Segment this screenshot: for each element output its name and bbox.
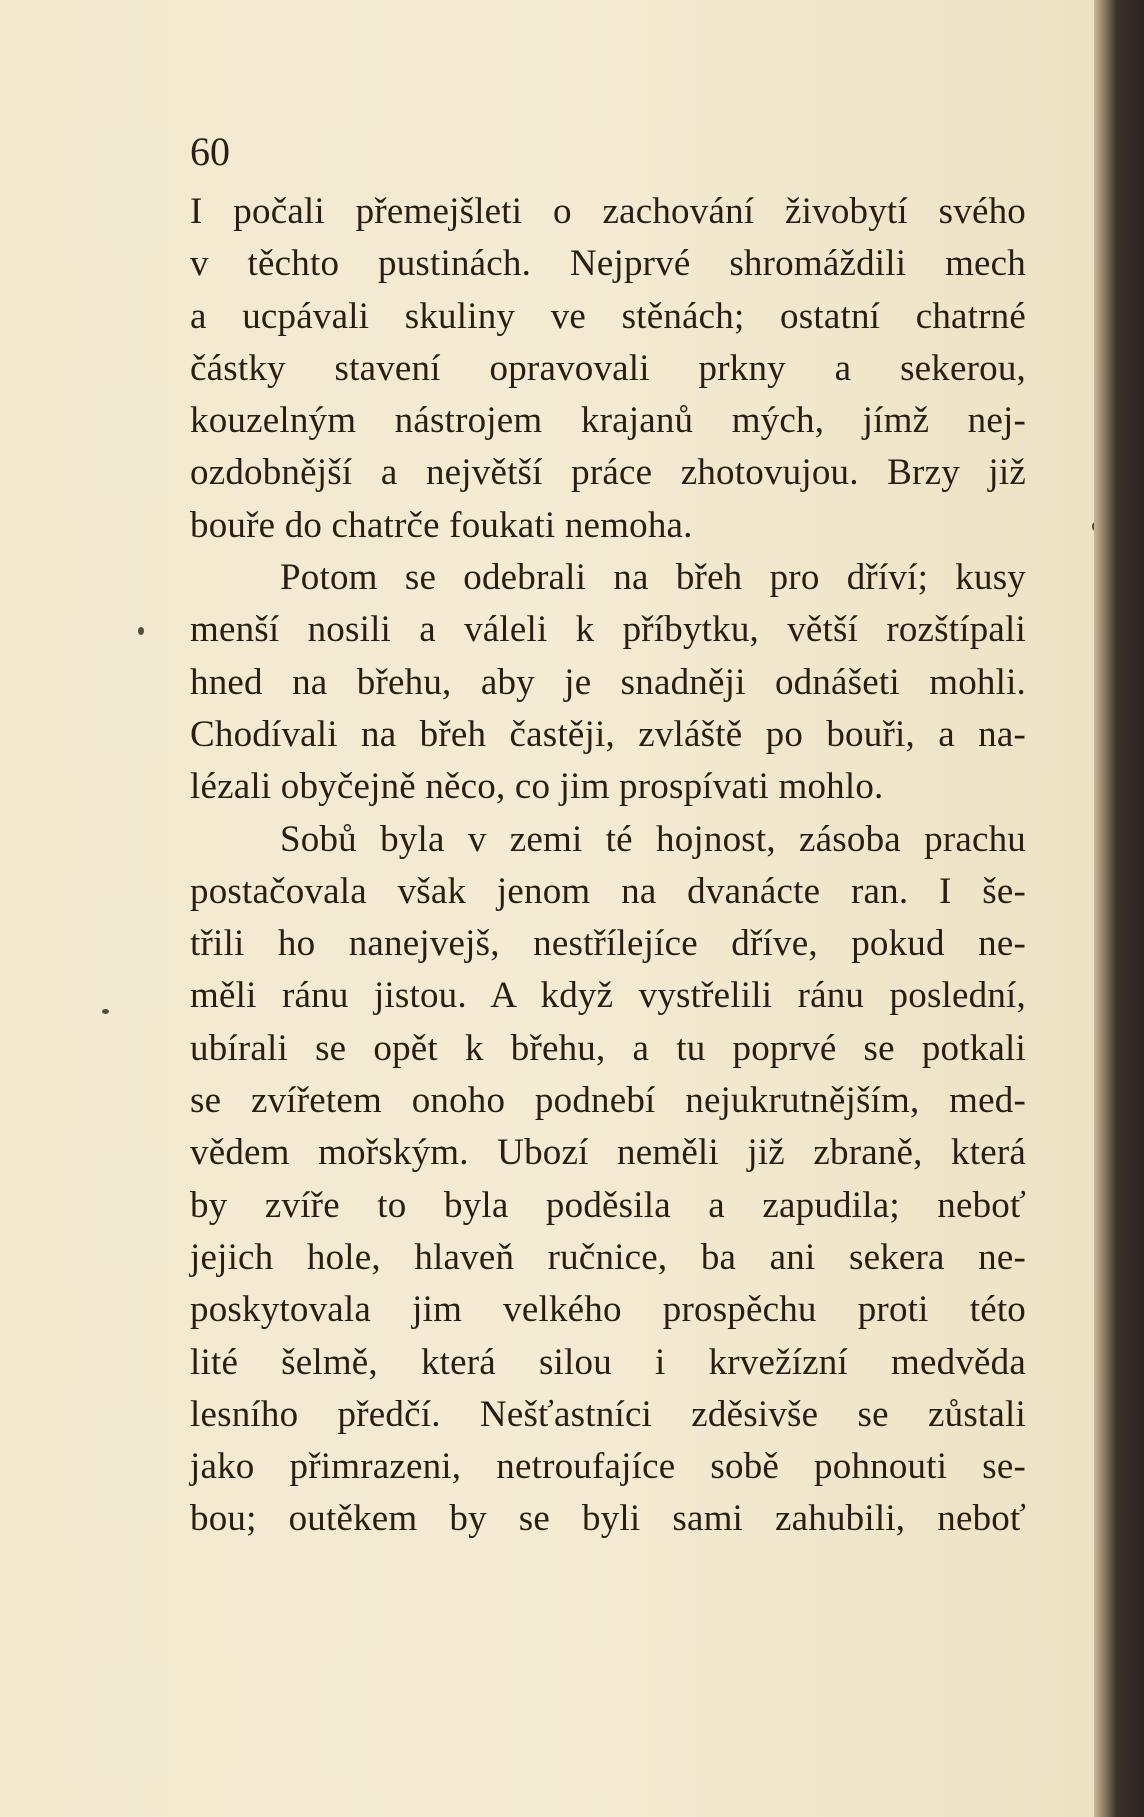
- text-line: menší nosili a váleli k příbytku, větší rozštípali: [190, 609, 1026, 651]
- print-speck: [138, 627, 144, 635]
- text-line: hned na břehu, aby je snadněji odnášeti mohli.: [190, 661, 1026, 703]
- text-line: Chodívali na břeh častěji, zvláště po bouři, a na-: [190, 713, 1026, 755]
- text-line: ozdobnější a největší práce zhotovujou. Brzy již: [190, 452, 1026, 494]
- text-line: by zvíře to byla poděsila a zapudila; neboť: [190, 1184, 1026, 1226]
- book-gutter: [1094, 0, 1144, 1817]
- text-line: jejich hole, hlaveň ručnice, ba ani sekera ne-: [190, 1236, 1026, 1278]
- text-line: částky stavení opravovali prkny a sekerou,: [190, 347, 1026, 389]
- text-line: postačovala však jenom na dvanácte ran. I še-: [190, 870, 1026, 912]
- text-line: ubírali se opět k břehu, a tu poprvé se potkali: [190, 1027, 1026, 1069]
- text-line: poskytovala jim velkého prospěchu proti této: [190, 1289, 1026, 1331]
- text-line: Sobů byla v zemi té hojnost, zásoba prachu: [280, 818, 1026, 860]
- text-line: Potom se odebrali na břeh pro dříví; kusy: [280, 557, 1026, 599]
- print-speck: [102, 1009, 109, 1014]
- text-line: I počali přemejšleti o zachování živobytí svého: [190, 191, 1026, 232]
- text-line: kouzelným nástrojem krajanů mých, jímž nej-: [190, 400, 1026, 442]
- text-line: jako přimrazeni, netroufajíce sobě pohnouti se-: [190, 1446, 1026, 1488]
- text-line: v těchto pustinách. Nejprvé shromáždili mech: [190, 243, 1026, 285]
- text-line: vědem mořským. Ubozí neměli již zbraně, která: [190, 1132, 1026, 1174]
- page-number: 60: [190, 129, 230, 174]
- text-line: bou; outěkem by se byli sami zahubili, neboť: [190, 1498, 1026, 1540]
- text-line: se zvířetem onoho podnebí nejukrutnějším, med-: [190, 1080, 1026, 1122]
- text-line: třili ho nanejvejš, nestřílejíce dříve, pokud ne-: [190, 923, 1026, 965]
- text-line: lesního předčí. Nešťastníci zděsivše se zůstali: [190, 1393, 1026, 1435]
- text-line: bouře do chatrče foukati nemoha.: [190, 504, 693, 546]
- text-line: a ucpávali skuliny ve stěnách; ostatní chatrné: [190, 295, 1026, 337]
- text-line: lézali obyčejně něco, co jim prospívati mohlo.: [190, 766, 884, 808]
- body-text: [190, 186, 1026, 1546]
- text-line: lité šelmě, která silou i krvežízní medvěda: [190, 1341, 1026, 1383]
- text-line: měli ránu jistou. A když vystřelili ránu poslední,: [190, 975, 1026, 1017]
